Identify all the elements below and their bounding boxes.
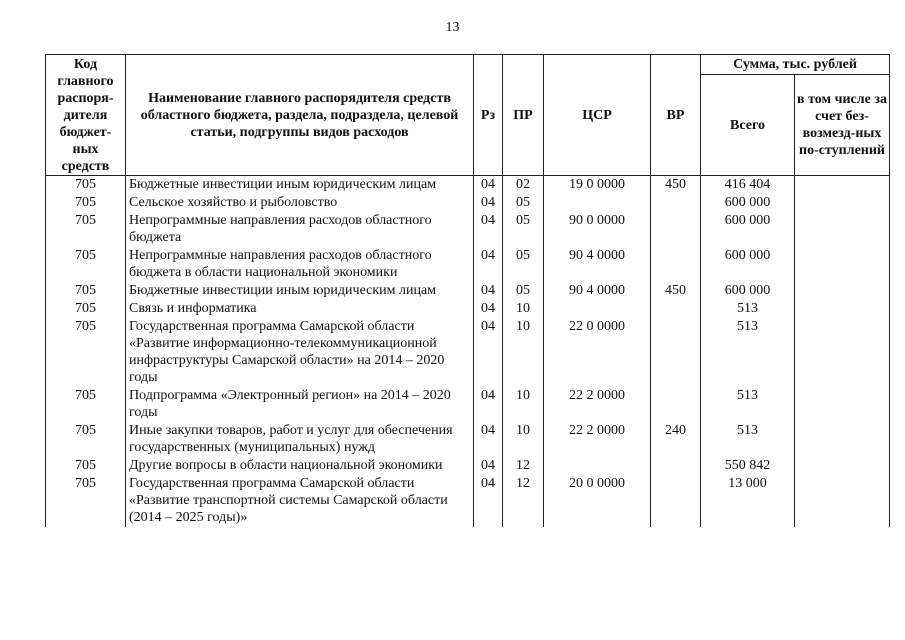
cell-csr: 22 2 0000 — [544, 387, 651, 422]
cell-csr: 22 2 0000 — [544, 422, 651, 457]
cell-total: 513 — [701, 318, 795, 387]
cell-csr — [544, 194, 651, 212]
cell-vr — [651, 194, 701, 212]
cell-name: Связь и информатика — [126, 300, 474, 318]
cell-total: 13 000 — [701, 475, 795, 527]
cell-csr — [544, 300, 651, 318]
cell-rz: 04 — [474, 282, 503, 300]
cell-total: 600 000 — [701, 247, 795, 282]
table-row — [46, 387, 890, 422]
cell-name: Подпрограмма «Электронный регион» на 2014 – 2020 годы — [126, 387, 474, 422]
cell-total: 600 000 — [701, 194, 795, 212]
cell-pr: 10 — [503, 422, 544, 457]
cell-total: 513 — [701, 387, 795, 422]
cell-incl — [795, 194, 890, 212]
cell-vr — [651, 212, 701, 247]
cell-pr: 12 — [503, 457, 544, 475]
cell-name: Бюджетные инвестиции иным юридическим лицам — [126, 176, 474, 195]
cell-pr: 05 — [503, 282, 544, 300]
header-total: Всего — [701, 75, 795, 176]
cell-vr: 450 — [651, 282, 701, 300]
cell-incl — [795, 176, 890, 195]
header-name: Наименование главного распорядителя средств областного бюджета, раздела, подраздела, целевой статьи, подгруппы видов расходов — [126, 55, 474, 176]
table-row — [46, 318, 890, 387]
cell-incl — [795, 212, 890, 247]
cell-vr — [651, 247, 701, 282]
cell-name: Непрограммные направления расходов областного бюджета в области национальной экономики — [126, 247, 474, 282]
table-row — [46, 176, 890, 195]
table-row — [46, 422, 890, 457]
cell-incl — [795, 457, 890, 475]
cell-csr: 22 0 0000 — [544, 318, 651, 387]
cell-rz: 04 — [474, 212, 503, 247]
header-code: Код главного распоря-дителя бюджет-ных средств — [46, 55, 126, 176]
cell-incl — [795, 387, 890, 422]
cell-pr: 02 — [503, 176, 544, 195]
cell-incl — [795, 422, 890, 457]
cell-name: Непрограммные направления расходов областного бюджета — [126, 212, 474, 247]
cell-code: 705 — [46, 422, 126, 457]
cell-name: Другие вопросы в области национальной экономики — [126, 457, 474, 475]
cell-vr — [651, 457, 701, 475]
cell-csr — [544, 457, 651, 475]
cell-rz: 04 — [474, 387, 503, 422]
cell-incl — [795, 300, 890, 318]
cell-code: 705 — [46, 282, 126, 300]
table-row — [46, 475, 890, 527]
cell-pr: 12 — [503, 475, 544, 527]
header-sum: Сумма, тыс. рублей — [701, 55, 890, 75]
cell-vr — [651, 318, 701, 387]
cell-csr: 19 0 0000 — [544, 176, 651, 195]
cell-rz: 04 — [474, 475, 503, 527]
cell-rz: 04 — [474, 176, 503, 195]
table-row — [46, 212, 890, 247]
table-row — [46, 194, 890, 212]
header-csr: ЦСР — [544, 55, 651, 176]
cell-rz: 04 — [474, 318, 503, 387]
table-row — [46, 247, 890, 282]
table-body — [46, 176, 890, 528]
cell-vr: 240 — [651, 422, 701, 457]
cell-name: Бюджетные инвестиции иным юридическим лицам — [126, 282, 474, 300]
cell-total: 416 404 — [701, 176, 795, 195]
cell-incl — [795, 318, 890, 387]
cell-code: 705 — [46, 212, 126, 247]
cell-code: 705 — [46, 176, 126, 195]
header-incl: в том числе за счет без-возмезд-ных по-ступлений — [795, 75, 890, 176]
cell-code: 705 — [46, 300, 126, 318]
cell-name: Государственная программа Самарской области «Развитие транспортной системы Самарской области (2014 – 2025 годы)» — [126, 475, 474, 527]
cell-csr: 20 0 0000 — [544, 475, 651, 527]
cell-total: 550 842 — [701, 457, 795, 475]
cell-code: 705 — [46, 247, 126, 282]
cell-csr: 90 4 0000 — [544, 247, 651, 282]
cell-name: Сельское хозяйство и рыболовство — [126, 194, 474, 212]
cell-rz: 04 — [474, 247, 503, 282]
cell-pr: 10 — [503, 300, 544, 318]
cell-rz: 04 — [474, 194, 503, 212]
cell-pr: 10 — [503, 387, 544, 422]
cell-rz: 04 — [474, 300, 503, 318]
cell-total: 600 000 — [701, 212, 795, 247]
cell-incl — [795, 475, 890, 527]
header-rz: Рз — [474, 55, 503, 176]
cell-code: 705 — [46, 457, 126, 475]
cell-pr: 05 — [503, 212, 544, 247]
cell-vr — [651, 300, 701, 318]
cell-code: 705 — [46, 318, 126, 387]
cell-code: 705 — [46, 194, 126, 212]
table-row — [46, 282, 890, 300]
cell-vr — [651, 475, 701, 527]
cell-pr: 05 — [503, 247, 544, 282]
cell-total: 513 — [701, 300, 795, 318]
header-vr: ВР — [651, 55, 701, 176]
cell-rz: 04 — [474, 457, 503, 475]
cell-total: 513 — [701, 422, 795, 457]
cell-vr: 450 — [651, 176, 701, 195]
table-row — [46, 300, 890, 318]
cell-pr: 05 — [503, 194, 544, 212]
cell-pr: 10 — [503, 318, 544, 387]
cell-csr: 90 0 0000 — [544, 212, 651, 247]
cell-name: Иные закупки товаров, работ и услуг для обеспечения государственных (муниципальных) нужд — [126, 422, 474, 457]
cell-incl — [795, 282, 890, 300]
cell-name: Государственная программа Самарской области «Развитие информационно-телекоммуникационной инфраструктуры Самарской области» на 2014 – 2020 годы — [126, 318, 474, 387]
cell-total: 600 000 — [701, 282, 795, 300]
cell-incl — [795, 247, 890, 282]
cell-vr — [651, 387, 701, 422]
cell-code: 705 — [46, 387, 126, 422]
cell-rz: 04 — [474, 422, 503, 457]
budget-expenditure-table — [45, 54, 890, 527]
header-pr: ПР — [503, 55, 544, 176]
table-row — [46, 457, 890, 475]
page-number: 13 — [445, 20, 460, 35]
cell-code: 705 — [46, 475, 126, 527]
cell-csr: 90 4 0000 — [544, 282, 651, 300]
